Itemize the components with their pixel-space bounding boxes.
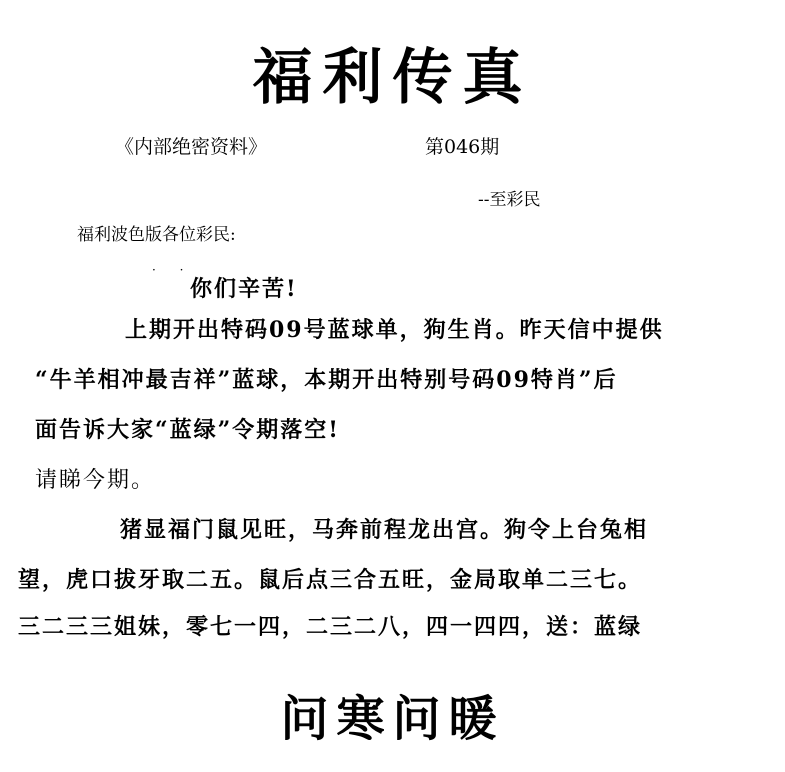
issue-number: 第046期 bbox=[425, 136, 500, 158]
body-line-6: 猪显福门鼠见旺，马奔前程龙出宫。狗令上台兔相 bbox=[120, 517, 649, 543]
page-title: 福利传真 bbox=[252, 43, 533, 113]
body-line-3: “牛羊相冲最吉祥”蓝球，本期开出特别号码09特肖”后 bbox=[35, 367, 618, 393]
greeting: 福利波色版各位彩民: bbox=[77, 225, 236, 245]
decorative-dots: · · bbox=[152, 263, 194, 277]
signature: --至彩民 bbox=[478, 190, 541, 210]
subtitle: 《内部绝密资料》 bbox=[115, 136, 268, 158]
body-line-8: 三二三三姐妹，零七一四，二三二八，四一四四，送：蓝绿 bbox=[18, 614, 643, 640]
body-line-1: 你们辛苦! bbox=[190, 276, 298, 302]
body-line-5: 请睇今期。 bbox=[35, 468, 156, 493]
footer-title: 问寒问暖 bbox=[280, 691, 505, 747]
body-line-7: 望，虎口拔牙取二五。鼠后点三合五旺，金局取单二三七。 bbox=[18, 567, 643, 593]
body-line-4: 面告诉大家“蓝绿”令期落空! bbox=[35, 417, 340, 443]
body-line-2: 上期开出特码09号蓝球单，狗生肖。昨天信中提供 bbox=[125, 317, 664, 343]
